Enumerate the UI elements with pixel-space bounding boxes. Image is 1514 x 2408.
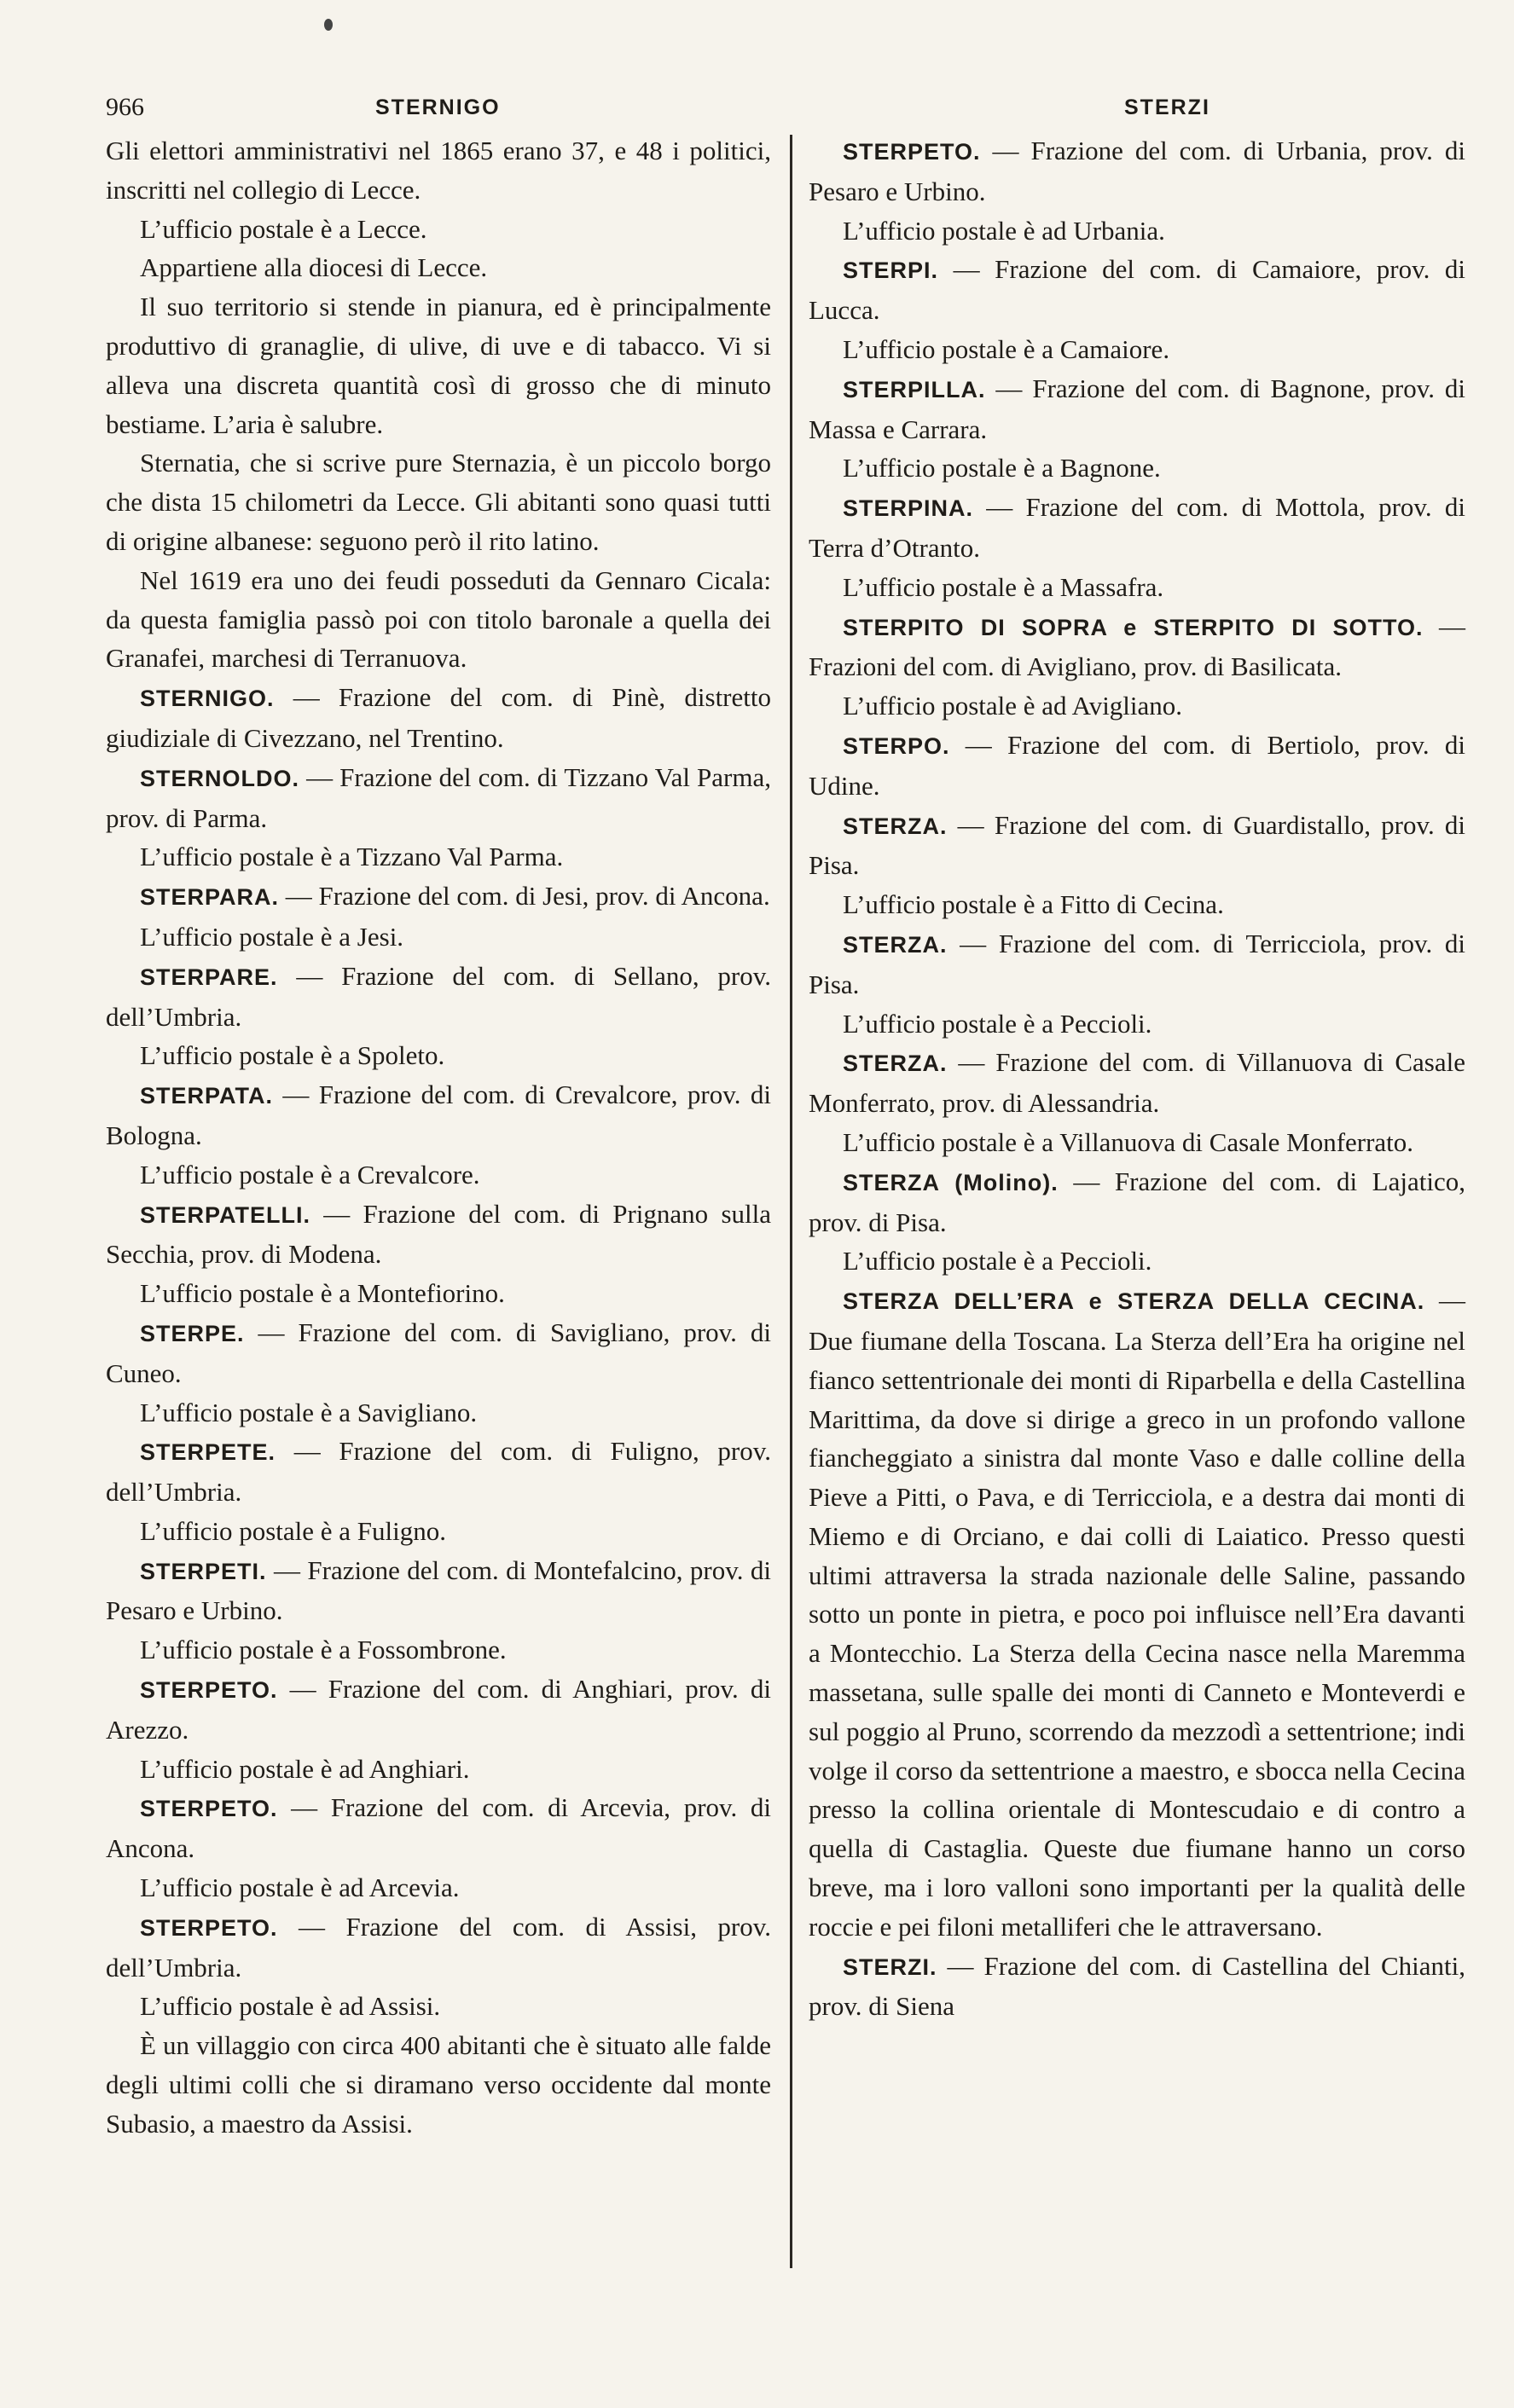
entry-text: — Frazione del com. di Crevalcore, prov. di Bologna. (106, 1080, 771, 1150)
entry-text: — Frazione del com. di Savigliano, prov. di Cuneo. (106, 1317, 771, 1388)
entry-text: — Frazione del com. di Guardistallo, prov. di Pisa. (809, 809, 1465, 881)
text-paragraph (809, 1123, 1465, 1162)
text-paragraph (106, 443, 771, 560)
entry-text: L’ufficio postale è a Tizzano Val Parma. (140, 842, 564, 872)
entry-headword: STERPATELLI. (140, 1201, 310, 1228)
entry-text: — Frazione del com. di Mottola, prov. di Terra d’Otranto. (809, 492, 1465, 563)
entry-paragraph (106, 1788, 771, 1868)
entry-headword: STERPARE. (140, 964, 278, 990)
entry-text: L’ufficio postale è a Camaiore. (843, 333, 1170, 364)
entry-paragraph (809, 1281, 1465, 1947)
entry-text: — Frazione del com. di Lajatico, prov. di Pisa. (809, 1166, 1465, 1237)
entry-text: — Frazione del com. di Camaiore, prov. di Lucca. (809, 254, 1465, 326)
entry-paragraph (809, 250, 1465, 330)
entry-paragraph (106, 1195, 771, 1275)
entry-text: — Frazione del com. di Fuligno, prov. dell’Umbria. (106, 1436, 771, 1508)
entry-headword: STERPETO. (140, 1914, 278, 1941)
text-paragraph (106, 837, 771, 877)
entry-text: L’ufficio postale è a Crevalcore. (140, 1159, 480, 1190)
entry-text: — Frazione del com. di Tizzano Val Parma, prov. di Parma. (106, 761, 771, 833)
entry-paragraph (809, 1043, 1465, 1123)
entry-paragraph (106, 1313, 771, 1393)
entry-paragraph (809, 1947, 1465, 2027)
entry-text: L’ufficio postale è a Spoleto. (140, 1040, 445, 1071)
entry-headword: STERZA DELL’ERA e STERZA DELLA CECINA. (843, 1288, 1425, 1315)
entry-text: L’ufficio postale è a Villanuova di Casale Monferrato. (843, 1126, 1414, 1157)
text-paragraph (106, 287, 771, 443)
entry-text: — Frazione del com. di Bertiolo, prov. di Udine. (809, 729, 1465, 801)
text-paragraph (106, 1274, 771, 1313)
entry-paragraph (106, 678, 771, 758)
text-paragraph (106, 248, 771, 287)
entry-headword: STERPETE. (140, 1439, 276, 1466)
entry-headword: STERZI. (843, 1954, 937, 1980)
entry-headword: STERPI. (843, 258, 939, 284)
text-paragraph (809, 330, 1465, 369)
entry-paragraph (809, 369, 1465, 449)
entry-text: — Frazione del com. di Castellina del Chianti, prov. di Siena (809, 1950, 1465, 2022)
text-paragraph (809, 1242, 1465, 1281)
text-paragraph (809, 686, 1465, 726)
left-running-head: STERNIGO (375, 96, 501, 119)
entry-headword: STERPETI. (140, 1558, 267, 1584)
entry-text: L’ufficio postale è a Lecce. (140, 213, 427, 244)
right-column (809, 131, 1465, 2026)
entry-headword: STERPILLA. (843, 376, 986, 402)
entry-paragraph (106, 758, 771, 838)
entry-headword: STERNOLDO. (140, 765, 300, 791)
ink-speck (324, 19, 333, 31)
text-paragraph (106, 1393, 771, 1433)
entry-headword: STERPITO DI SOPRA e STERPITO DI SOTTO. (843, 614, 1424, 640)
entry-headword: STERPETO. (140, 1796, 278, 1822)
entry-text: L’ufficio postale è a Jesi. (140, 921, 404, 952)
left-column (106, 131, 771, 2144)
entry-text: L’ufficio postale è a Fossombrone. (140, 1635, 507, 1665)
entry-text: Gli elettori amministrativi nel 1865 erano 37, e 48 i politici, inscritti nel collegio di Lecce. (106, 136, 771, 205)
entry-text: — Due fiumane della Toscana. La Sterza dell’Era ha origine nel fianco settentrionale dei monti di Riparbella e della Castellina Marittima, da dove si dirige a greco in un profondo vallone fiancheggiato a sinistra dal monte Vaso e dalle colline della Pieve a Pitti, o Pava, e di Terricciola, e a destra dai monti di Miemo e di Orciano, e dai colli di Laiatico. Presso questi ultimi attraversa la strada nazionale delle Saline, passando sotto un ponte in pietra, e poco poi influisce nell’Era davanti a Montecchio. La Sterza della Cecina nasce nella Maremma massetana, sulle spalle dei monti di Canneto e Monteverdi e sul poggio al Pruno, scorrendo da mezzodì a settentrione; indi volge il corso da settentrione a maestro, e sbocca nella Cecina presso la collina orientale di Montescudaio e di contro a quella di Castaglia. Queste due fiumane hanno un corso breve, ma i loro valloni sono importanti per la qualità delle roccie e pei filoni metalliferi che le attraversano. (809, 1285, 1466, 1942)
entry-text: — Frazione del com. di Urbania, prov. di Pesaro e Urbino. (809, 136, 1465, 206)
entry-text: — Frazioni del com. di Avigliano, prov. di Basilicata. (809, 611, 1465, 682)
entry-text: — Frazione del com. di Jesi, prov. di Ancona. (279, 881, 770, 912)
text-paragraph (106, 1036, 771, 1075)
entry-headword: STERZA. (843, 931, 948, 958)
entry-text: Appartiene alla diocesi di Lecce. (140, 252, 488, 283)
entry-text: L’ufficio postale è ad Urbania. (843, 215, 1165, 246)
entry-text: L’ufficio postale è a Fitto di Cecina. (843, 889, 1224, 920)
entry-text: L’ufficio postale è ad Avigliano. (843, 691, 1183, 721)
entry-text: L’ufficio postale è ad Arcevia. (140, 1873, 460, 1903)
entry-text: L’ufficio postale è a Massafra. (843, 571, 1164, 602)
entry-text: L’ufficio postale è ad Anghiari. (140, 1753, 470, 1784)
entry-headword: STERZA. (843, 813, 948, 839)
entry-text: — Frazione del com. di Sellano, prov. dell’Umbria. (106, 960, 771, 1032)
entry-text: L’ufficio postale è a Montefiorino. (140, 1278, 505, 1309)
text-paragraph (809, 568, 1465, 607)
entry-headword: STERPETO. (843, 139, 981, 165)
entry-paragraph (106, 1907, 771, 1988)
entry-text: — Frazione del com. di Villanuova di Casale Monferrato, prov. di Alessandria. (809, 1047, 1465, 1119)
entry-paragraph (106, 1075, 771, 1155)
entry-paragraph (809, 131, 1465, 211)
entry-headword: STERZA (Molino). (843, 1169, 1059, 1195)
entry-headword: STERPINA. (843, 495, 974, 522)
entry-text: L’ufficio postale è ad Assisi. (140, 1991, 441, 2022)
entry-text: L’ufficio postale è a Savigliano. (140, 1397, 478, 1427)
entry-text: — Frazione del com. di Assisi, prov. dell’Umbria. (106, 1911, 771, 1983)
text-paragraph (809, 885, 1465, 924)
entry-paragraph (106, 1551, 771, 1631)
entry-text: — Frazione del com. di Pinè, distretto giudiziale di Civezzano, nel Trentino. (106, 682, 771, 753)
text-paragraph (106, 1155, 771, 1195)
entry-headword: STERZA. (843, 1051, 948, 1077)
entry-headword: STERPARA. (140, 884, 280, 911)
page-number: 966 (106, 93, 144, 121)
entry-headword: STERPETO. (140, 1677, 278, 1704)
entry-text: — Frazione del com. di Arcevia, prov. di Ancona. (106, 1792, 771, 1864)
entry-text: — Frazione del com. di Anghiari, prov. di Arezzo. (106, 1674, 771, 1745)
text-paragraph (809, 1004, 1465, 1044)
entry-text: — Frazione del com. di Terricciola, prov. di Pisa. (809, 928, 1465, 999)
right-running-head: STERZI (1124, 96, 1210, 119)
entry-paragraph (106, 957, 771, 1037)
text-paragraph (106, 917, 771, 957)
entry-text: — Frazione del com. di Montefalcino, prov. di Pesaro e Urbino. (106, 1554, 771, 1626)
entry-text: Nel 1619 era uno dei feudi posseduti da Gennaro Cicala: da questa famiglia passò poi con titolo baronale a quella dei Granafei, marchesi di Terranuova. (106, 564, 771, 674)
text-paragraph (106, 131, 771, 210)
entry-paragraph (809, 924, 1465, 1004)
entry-paragraph (809, 726, 1465, 806)
column-divider (790, 135, 792, 2268)
entry-paragraph (809, 806, 1465, 886)
entry-text: L’ufficio postale è a Peccioli. (843, 1008, 1152, 1039)
entry-headword: STERPO. (843, 732, 950, 759)
entry-paragraph (106, 1670, 771, 1750)
text-paragraph (106, 1868, 771, 1907)
entry-headword: STERPE. (140, 1320, 245, 1346)
text-paragraph (106, 561, 771, 678)
entry-text: L’ufficio postale è a Fuligno. (140, 1515, 447, 1546)
entry-paragraph (809, 1162, 1465, 1242)
text-paragraph (106, 1512, 771, 1551)
entry-text: — Frazione del com. di Bagnone, prov. di Massa e Carrara. (809, 373, 1465, 444)
entry-text: — Frazione del com. di Prignano sulla Secchia, prov. di Modena. (106, 1198, 771, 1270)
text-paragraph (106, 210, 771, 249)
entry-text: Il suo territorio si stende in pianura, ed è principalmente produttivo di granaglie, di ulive, di uve e di tabacco. Vi si alleva una discreta quantità così di grosso che di minuto bestiame. L’aria è salubre. (106, 292, 771, 439)
text-paragraph (106, 2026, 771, 2143)
entry-headword: STERNIGO. (140, 686, 275, 712)
entry-text: L’ufficio postale è a Peccioli. (843, 1246, 1152, 1276)
entry-paragraph (106, 1432, 771, 1512)
text-paragraph (106, 1750, 771, 1789)
entry-text: L’ufficio postale è a Bagnone. (843, 453, 1161, 483)
entry-text: Sternatia, che si scrive pure Sternazia, è un piccolo borgo che dista 15 chilometri da Lecce. Gli abitanti sono quasi tutti di origine albanese: seguono però il rito latino. (106, 448, 771, 556)
entry-paragraph (809, 607, 1465, 687)
entry-paragraph (809, 488, 1465, 568)
entry-headword: STERPATA. (140, 1083, 273, 1109)
entry-paragraph (106, 877, 771, 917)
text-paragraph (809, 211, 1465, 251)
text-paragraph (106, 1987, 771, 2026)
entry-text: È un villaggio con circa 400 abitanti che è situato alle falde degli ultimi colli che si diramano verso occidente dal monte Subasio, a maestro da Assisi. (106, 2030, 771, 2139)
text-paragraph (809, 449, 1465, 488)
text-paragraph (106, 1630, 771, 1670)
